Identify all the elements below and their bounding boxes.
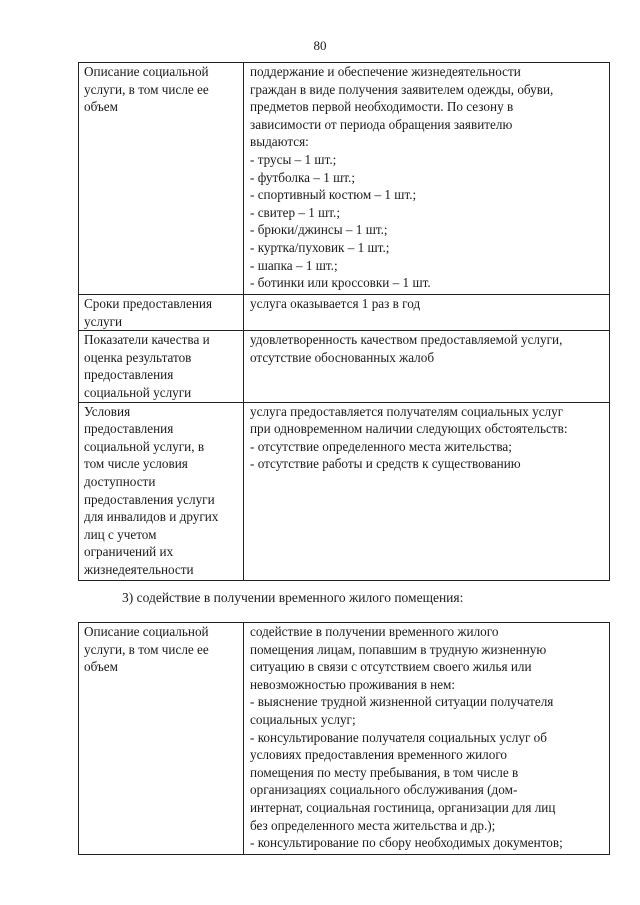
- row-label-cell: [79, 295, 244, 331]
- row-value-line: зависимости от периода обращения заявителю: [250, 116, 513, 132]
- row-label-line: предоставления услуги: [84, 491, 215, 507]
- list-item: - выяснение трудной жизненной ситуации получателя: [250, 694, 554, 710]
- list-item: - шапка – 1 шт.;: [250, 257, 338, 273]
- row-label-line: предоставления: [84, 421, 174, 437]
- row-value-line: помещения по месту пребывания, в том числе в: [250, 764, 519, 780]
- table-row-conditions: [79, 402, 610, 580]
- list-item: - брюки/джинсы – 1 шт.;: [250, 222, 388, 238]
- list-item: - отсутствие работы и средств к существованию: [250, 456, 521, 472]
- list-item: - спортивный костюм – 1 шт.;: [250, 187, 417, 203]
- table-row-terms: [79, 295, 610, 331]
- row-label-line: социальной услуги: [84, 384, 192, 400]
- list-item: - трусы – 1 шт.;: [250, 151, 337, 167]
- section-heading: 3) содействие в получении временного жилого помещения:: [122, 590, 464, 605]
- row-label-cell: [79, 402, 244, 580]
- row-value-line: интернат, социальная гостиница, организации для лиц: [250, 799, 556, 815]
- list-item: - консультирование получателя социальных услуг об: [250, 729, 547, 745]
- row-value-line: выдаются:: [250, 134, 309, 150]
- row-value-cell: [244, 295, 610, 331]
- list-item: - консультирование по сбору необходимых документов;: [250, 835, 563, 851]
- row-value-cell: [244, 63, 610, 295]
- row-value-line: организациях социального обслуживания (дом-: [250, 782, 518, 798]
- row-value-line: невозможностью проживания в нем:: [250, 676, 456, 692]
- row-label-line: Описание социальной: [84, 624, 209, 639]
- row-label-cell: [79, 63, 244, 295]
- list-item: - отсутствие определенного места жительства;: [250, 438, 512, 454]
- row-label-line: Условия: [84, 403, 131, 419]
- row-value-line: граждан в виде получения заявителем одежды, обуви,: [250, 81, 554, 97]
- list-item: - свитер – 1 шт.;: [250, 204, 340, 220]
- row-label-line: объем: [84, 659, 118, 675]
- list-item: - куртка/пуховик – 1 шт.;: [250, 239, 390, 255]
- row-label-line: объем: [84, 99, 118, 115]
- row-value-line: ситуацию в связи с отсутствием своего жилья или: [250, 659, 532, 675]
- page-number: 80: [313, 38, 327, 53]
- row-value-line: помещения лицам, попавшим в трудную жизненную: [250, 641, 547, 657]
- row-value-line: без определенного места жительства и др.);: [250, 817, 496, 833]
- row-label-line: жизнедеятельности: [84, 561, 194, 577]
- table-row-description: [79, 623, 610, 855]
- list-item: - ботинки или кроссовки – 1 шт.: [250, 275, 431, 291]
- row-label-line: Показатели качества и: [84, 332, 210, 348]
- list-item: - футболка – 1 шт.;: [250, 169, 355, 185]
- row-label-line: ограничений их: [84, 544, 174, 560]
- service-table-1: [78, 62, 610, 581]
- row-value-line: предметов первой необходимости. По сезону в: [250, 99, 514, 115]
- row-value-line: услуга оказывается 1 раз в год: [250, 296, 421, 311]
- row-value-cell: [244, 623, 610, 855]
- row-label-line: социальной услуги, в: [84, 438, 205, 454]
- row-label-line: Описание социальной: [84, 64, 209, 79]
- row-value-cell: [244, 331, 610, 402]
- service-table-2: [78, 622, 610, 855]
- row-value-line: услуга предоставляется получателям социальных услуг: [250, 403, 564, 419]
- row-value-line: поддержание и обеспечение жизнедеятельности: [250, 64, 521, 79]
- row-value-cell: [244, 402, 610, 580]
- row-value-line: содействие в получении временного жилого: [250, 624, 499, 639]
- row-value-line: отсутствие обоснованных жалоб: [250, 349, 435, 365]
- row-value-line: при одновременном наличии следующих обстоятельств:: [250, 421, 568, 437]
- row-label-line: доступности: [84, 473, 156, 489]
- row-label-line: предоставления: [84, 367, 174, 383]
- row-label-cell: [79, 623, 244, 855]
- row-label-line: услуги, в том числе ее: [84, 81, 209, 97]
- row-label-line: для инвалидов и других: [84, 509, 219, 525]
- row-label-line: том числе условия: [84, 456, 188, 472]
- row-label-line: услуги: [84, 313, 123, 329]
- row-label-cell: [79, 331, 244, 402]
- row-value-line: условиях предоставления временного жилого: [250, 747, 507, 763]
- row-label-line: Сроки предоставления: [84, 296, 213, 311]
- row-value-line: социальных услуг;: [250, 711, 356, 727]
- table-row-description: [79, 63, 610, 295]
- row-label-line: оценка результатов: [84, 349, 192, 365]
- row-label-line: лиц с учетом: [84, 526, 157, 542]
- row-label-line: услуги, в том числе ее: [84, 641, 209, 657]
- table-row-quality: [79, 331, 610, 402]
- row-value-line: удовлетворенность качеством предоставляемой услуги,: [250, 332, 563, 348]
